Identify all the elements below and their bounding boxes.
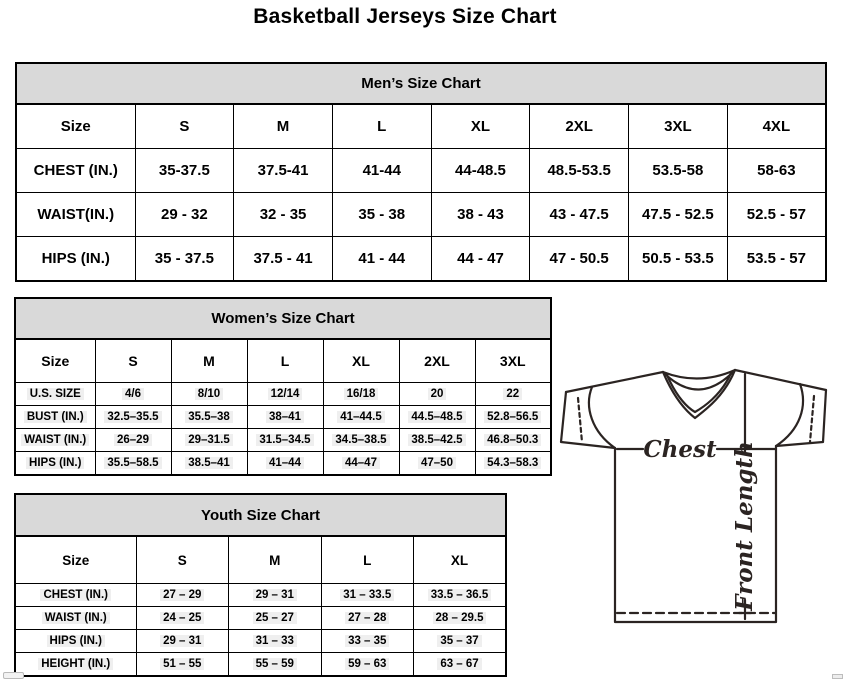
- table-cell: 53.5-58: [629, 149, 728, 193]
- youth-size-header-row: [15, 536, 506, 584]
- column-header: 3XL: [475, 339, 551, 383]
- table-cell: 31.5–34.5: [247, 429, 323, 452]
- table-row: [15, 630, 506, 653]
- table-cell: 33 – 35: [321, 630, 414, 653]
- column-header: 2XL: [399, 339, 475, 383]
- table-cell: 26–29: [95, 429, 171, 452]
- table-cell: 4/6: [95, 383, 171, 406]
- jersey-diagram: [556, 352, 843, 644]
- row-label: CHEST (IN.): [16, 149, 135, 193]
- column-header: 3XL: [629, 104, 728, 149]
- table-cell: 35 - 38: [332, 193, 431, 237]
- table-cell: 25 – 27: [229, 607, 322, 630]
- column-header: L: [332, 104, 431, 149]
- table-cell: 38 - 43: [431, 193, 530, 237]
- table-cell: 31 – 33.5: [321, 584, 414, 607]
- table-row: [15, 452, 551, 476]
- womens-table-title-row: [15, 298, 551, 339]
- table-cell: 35 – 37: [414, 630, 507, 653]
- scrollbar-button-left[interactable]: [3, 672, 24, 679]
- table-cell: 38.5–42.5: [399, 429, 475, 452]
- table-cell: 50.5 - 53.5: [629, 237, 728, 282]
- column-header: S: [136, 536, 229, 584]
- left-sleeve-stitch-line: [578, 398, 582, 442]
- column-header: S: [95, 339, 171, 383]
- column-header: M: [229, 536, 322, 584]
- table-cell: 29 – 31: [136, 630, 229, 653]
- youth-table-title: Youth Size Chart: [15, 494, 506, 536]
- column-header: 4XL: [727, 104, 826, 149]
- table-row: [15, 429, 551, 452]
- table-cell: 31 – 33: [229, 630, 322, 653]
- table-cell: 52.5 - 57: [727, 193, 826, 237]
- scrollbar-button-right[interactable]: [832, 674, 843, 679]
- table-cell: 28 – 29.5: [414, 607, 507, 630]
- jersey-collar: [663, 370, 735, 418]
- table-cell: 22: [475, 383, 551, 406]
- table-row: [15, 653, 506, 677]
- table-cell: 43 - 47.5: [530, 193, 629, 237]
- mens-table-title: Men’s Size Chart: [16, 63, 826, 104]
- table-cell: 38.5–41: [171, 452, 247, 476]
- womens-size-table: [14, 297, 552, 476]
- row-label: U.S. SIZE: [15, 383, 95, 406]
- table-cell: 27 – 28: [321, 607, 414, 630]
- table-cell: 20: [399, 383, 475, 406]
- table-row: [15, 607, 506, 630]
- column-header: Size: [15, 339, 95, 383]
- column-header: L: [321, 536, 414, 584]
- table-cell: 32 - 35: [234, 193, 333, 237]
- table-cell: 55 – 59: [229, 653, 322, 677]
- womens-table-body: [15, 383, 551, 476]
- youth-size-table: [14, 493, 507, 677]
- table-cell: 59 – 63: [321, 653, 414, 677]
- row-label: WAIST (IN.): [15, 607, 136, 630]
- womens-table-title: Women’s Size Chart: [15, 298, 551, 339]
- table-cell: 38–41: [247, 406, 323, 429]
- page-title: Basketball Jerseys Size Chart: [253, 5, 557, 28]
- table-cell: 58-63: [727, 149, 826, 193]
- column-header: S: [135, 104, 234, 149]
- column-header: XL: [323, 339, 399, 383]
- table-row: [15, 406, 551, 429]
- table-cell: 63 – 67: [414, 653, 507, 677]
- table-cell: 32.5–35.5: [95, 406, 171, 429]
- row-label: WAIST(IN.): [16, 193, 135, 237]
- table-cell: 53.5 - 57: [727, 237, 826, 282]
- table-cell: 12/14: [247, 383, 323, 406]
- table-cell: 35 - 37.5: [135, 237, 234, 282]
- column-header: Size: [15, 536, 136, 584]
- table-row: [15, 584, 506, 607]
- table-cell: 34.5–38.5: [323, 429, 399, 452]
- table-row: [16, 237, 826, 282]
- table-cell: 46.8–50.3: [475, 429, 551, 452]
- table-cell: 24 – 25: [136, 607, 229, 630]
- mens-size-header-row: [16, 104, 826, 149]
- table-cell: 35-37.5: [135, 149, 234, 193]
- table-row: [15, 383, 551, 406]
- table-cell: 44-48.5: [431, 149, 530, 193]
- table-cell: 35.5–58.5: [95, 452, 171, 476]
- table-cell: 29 - 32: [135, 193, 234, 237]
- row-label: CHEST (IN.): [15, 584, 136, 607]
- table-cell: 37.5 - 41: [234, 237, 333, 282]
- row-label: BUST (IN.): [15, 406, 95, 429]
- table-row: [16, 193, 826, 237]
- table-cell: 8/10: [171, 383, 247, 406]
- table-cell: 47 - 50.5: [530, 237, 629, 282]
- table-cell: 27 – 29: [136, 584, 229, 607]
- table-cell: 54.3–58.3: [475, 452, 551, 476]
- womens-size-header-row: [15, 339, 551, 383]
- row-label: WAIST (IN.): [15, 429, 95, 452]
- table-cell: 35.5–38: [171, 406, 247, 429]
- column-header: 2XL: [530, 104, 629, 149]
- table-cell: 33.5 – 36.5: [414, 584, 507, 607]
- row-label: HIPS (IN.): [16, 237, 135, 282]
- row-label: HIPS (IN.): [15, 630, 136, 653]
- column-header: XL: [431, 104, 530, 149]
- table-cell: 52.8–56.5: [475, 406, 551, 429]
- table-cell: 41–44.5: [323, 406, 399, 429]
- column-header: L: [247, 339, 323, 383]
- table-cell: 47–50: [399, 452, 475, 476]
- table-cell: 47.5 - 52.5: [629, 193, 728, 237]
- column-header: Size: [16, 104, 135, 149]
- table-cell: 41-44: [332, 149, 431, 193]
- youth-table-title-row: [15, 494, 506, 536]
- table-cell: 41 - 44: [332, 237, 431, 282]
- jersey-outline: [561, 370, 826, 622]
- mens-size-table: [15, 62, 827, 282]
- row-label: HIPS (IN.): [15, 452, 95, 476]
- table-cell: 29 – 31: [229, 584, 322, 607]
- table-cell: 44–47: [323, 452, 399, 476]
- column-header: M: [234, 104, 333, 149]
- column-header: M: [171, 339, 247, 383]
- table-cell: 37.5-41: [234, 149, 333, 193]
- chest-label: Chest: [643, 436, 717, 463]
- youth-table-body: [15, 584, 506, 677]
- table-cell: 41–44: [247, 452, 323, 476]
- front-length-label: Front Length: [731, 441, 758, 611]
- table-cell: 44 - 47: [431, 237, 530, 282]
- mens-table-title-row: [16, 63, 826, 104]
- table-cell: 48.5-53.5: [530, 149, 629, 193]
- table-cell: 16/18: [323, 383, 399, 406]
- column-header: XL: [414, 536, 507, 584]
- table-row: [16, 149, 826, 193]
- row-label: HEIGHT (IN.): [15, 653, 136, 677]
- table-cell: 51 – 55: [136, 653, 229, 677]
- table-cell: 44.5–48.5: [399, 406, 475, 429]
- right-sleeve-stitch-line: [810, 396, 814, 442]
- mens-table-body: [16, 149, 826, 282]
- table-cell: 29–31.5: [171, 429, 247, 452]
